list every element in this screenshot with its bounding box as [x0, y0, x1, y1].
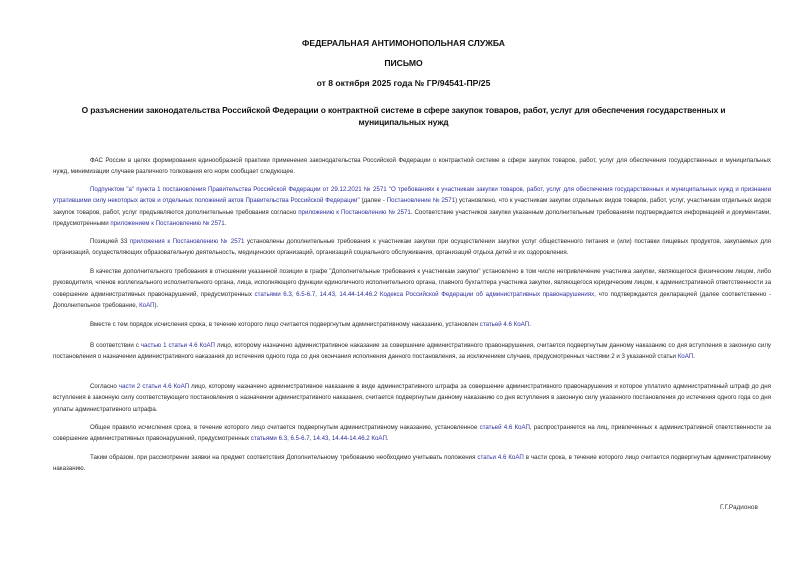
paragraph-3	[53, 236, 771, 259]
paragraph-text: ) установлено, что к участникам закупки отдельных видов товаров, работ, услуг, участникам отдельных видов закупок товаров, работ, услуг предъявляются дополнительные требования согласно	[53, 197, 771, 216]
paragraph-text: установлены дополнительные требования к участникам закупки при осуществлении закупки услуг общественного питания и (или) поставки пищевых продуктов, закупаемых для организаций, осуществляющих образовательную деятельность, медицинских организаций, организаций социального обслуживания, организаций отдыха детей и их оздоровления.	[53, 238, 771, 257]
paragraph-5	[53, 319, 771, 330]
link-part-1-article-4-6-koap[interactable]: частью 1 статьи 4.6 КоАП	[140, 342, 215, 349]
link-appendix-resolution-2571-position-33[interactable]: приложения к Постановлению № 2571	[129, 238, 245, 245]
paragraph-text: .	[224, 220, 227, 228]
paragraph-text: (далее -	[359, 197, 387, 205]
link-appendix-resolution-2571-2[interactable]: приложением к Постановлению № 2571	[110, 220, 225, 228]
document-date-number: от 8 октября 2025 года № ГР/94541-ПР/25	[316, 78, 491, 88]
signature: Г.Г.Радионов	[720, 504, 758, 511]
paragraph-text: .	[386, 435, 389, 443]
paragraph-text: В качестве дополнительного требования в отношении указанной позиции в графе "Дополнительные требования к участникам закупки" установлено в том числе непривлечение участника закупки, являющегося физическим лицом, либо руководителя, членов коллегиального исполнительного органа, лица, исполняющего функции единоличного исполнительного органа, главного бухгалтера участника закупки, являющегося юридическим лицом, к административной ответственности за совершение административных правонарушений, предусмотренных	[53, 268, 771, 298]
paragraph-text: ).	[154, 302, 159, 310]
link-koap-articles[interactable]: статьями 6.3, 6.5-6.7, 14.43, 14.44-14.46.2 Кодекса Российской Федерации об административных правонарушениях	[254, 290, 595, 298]
paragraph-text: лицо, которому назначено административное наказание в виде административного штрафа за совершение административного правонарушения и которое уплатило административный штраф до дня вступления в законную силу соответствующего постановления о назначении административного наказания, считается подвергнутым данному наказанию со дня вступления в законную силу указанного постановления до истечения одного года со дня уплаты административного штрафа.	[53, 383, 771, 413]
link-resolution-2571[interactable]: Постановление № 2571	[386, 197, 456, 205]
document-type: ПИСЬМО	[384, 58, 423, 68]
paragraph-text: Общее правило исчисления срока, в течение которого лицо считается подвергнутым административному наказанию, установленное	[90, 424, 480, 431]
link-resolution-2571-subparagraph[interactable]: Подпунктом "а" пункта 1 постановления Правительства Российской Федерации от 29.12.2021 № 2571 "О требованиях к участникам закупки товаров, работ, услуг для обеспечения государственных и муниципальных нужд и признании утратившими силу некоторых актов и отдельных положений актов Правительства Российской Федерации"	[53, 186, 771, 205]
paragraph-text: , распространяется на лиц, привлеченных к административной ответственности за совершение административных правонарушений, предусмотренных	[53, 424, 771, 443]
paragraph-9	[53, 452, 771, 475]
paragraph-6	[53, 340, 771, 363]
paragraph-text: Согласно	[90, 383, 119, 390]
paragraph-text: .	[693, 353, 695, 361]
paragraph-2	[53, 184, 771, 230]
paragraph-text: лицо, которому назначено административное наказание за совершение административного правонарушения, считается подвергнутым данному наказанию со дня вступления в законную силу постановления о назначении административного наказания до истечения одного года со дня окончания исполнения данного постановления, за исключением случаев, предусмотренных частями 2 и 3 указанной статьи	[53, 342, 771, 361]
link-article-4-6-koap[interactable]: статьей 4.6 КоАП	[479, 321, 530, 328]
paragraph-text: . Соответствие участников закупки указанным дополнительным требованиям подтверждается информацией и документами, предусмотренными	[53, 208, 772, 228]
link-koap-articles[interactable]: статьями 6.3, 6.5-6.7, 14.43, 14.44-14.46.2 КоАП	[250, 435, 387, 443]
link-koap[interactable]: КоАП	[677, 353, 694, 361]
paragraph-text: ФАС России в целях формирования единообразной практики применения законодательства Российской Федерации о контрактной системе в сфере закупок товаров, работ, услуг для обеспечения государственных и муниципальных нужд, минимизации случаев различного толкования его норм сообщает следующее.	[53, 157, 771, 176]
paragraph-text: Позицией 33	[90, 238, 130, 245]
paragraph-text: , что подтверждается декларацией (далее соответственно - Дополнительное требование,	[53, 290, 772, 310]
document-title: О разъяснении законодательства Российской Федерации о контрактной системе в сфере закупок товаров, работ, услуг для обеспечения государственных и муниципальных нужд	[81, 105, 726, 127]
paragraph-8	[53, 422, 771, 445]
agency-name: ФЕДЕРАЛЬНАЯ АНТИМОНОПОЛЬНАЯ СЛУЖБА	[302, 38, 505, 48]
paragraph-text: В соответствии с	[90, 342, 141, 349]
paragraph-7	[53, 381, 771, 415]
link-appendix-resolution-2571[interactable]: приложению к Постановлению № 2571	[298, 208, 411, 216]
paragraph-4	[53, 266, 771, 312]
paragraph-text: Вместе с тем порядок исчисления срока, в течение которого лицо считается подвергнутым административному наказанию, установлен	[90, 321, 480, 328]
paragraph-text: Таким образом, при рассмотрении заявки на предмет соответствия Дополнительному требованию необходимо учитывать положения	[90, 454, 478, 461]
paragraph-text: в части срока, в течение которого лицо считается подвергнутым административному наказанию.	[53, 454, 771, 473]
paragraph-1	[53, 155, 771, 178]
link-article-4-6-koap[interactable]: статьи 4.6 КоАП	[477, 454, 524, 461]
link-part-2-article-4-6-koap[interactable]: части 2 статьи 4.6 КоАП	[118, 383, 190, 390]
link-article-4-6-koap[interactable]: статьей 4.6 КоАП	[479, 424, 530, 431]
link-koap[interactable]: КоАП	[139, 302, 155, 310]
paragraph-text: .	[529, 321, 531, 328]
